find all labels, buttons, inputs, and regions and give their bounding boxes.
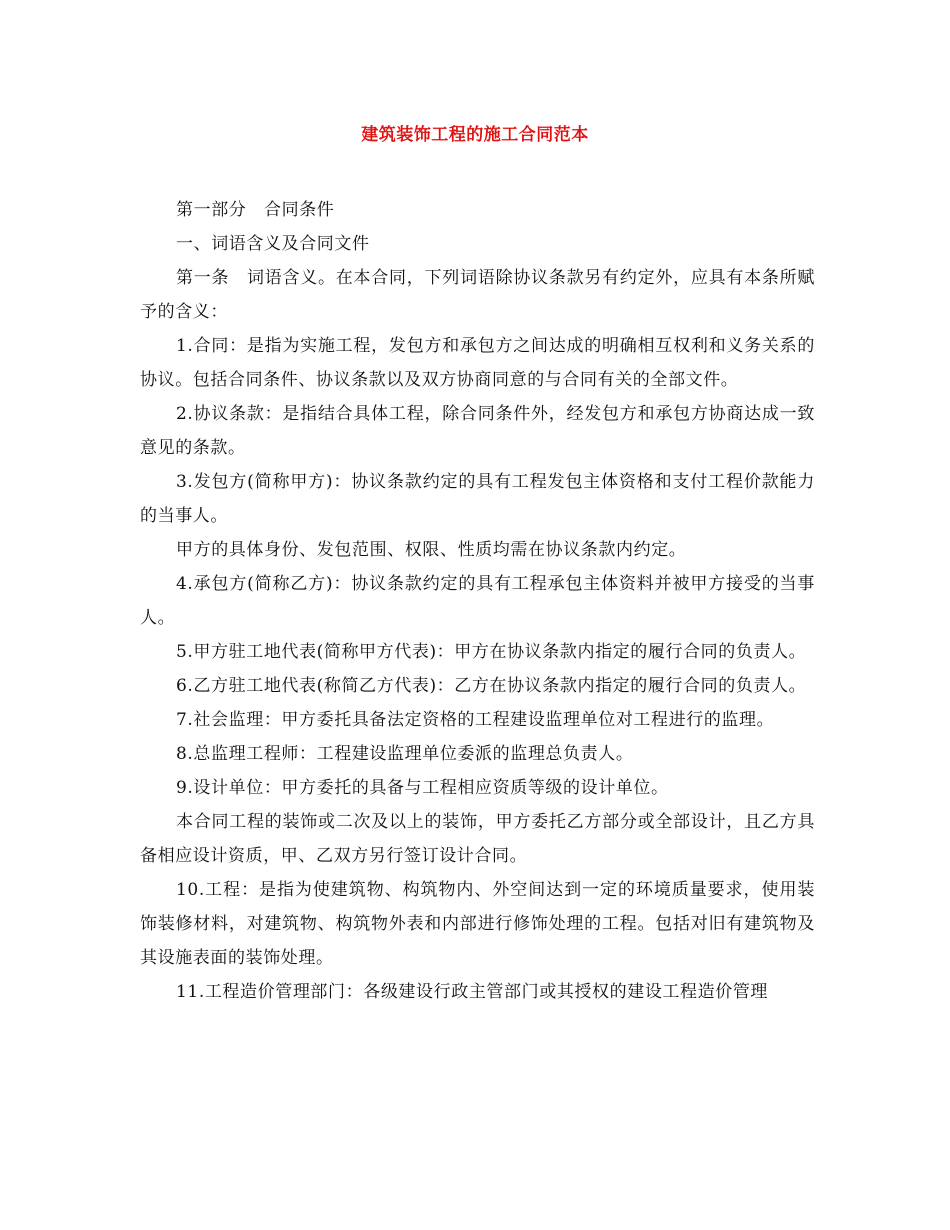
subsection-heading: 一、词语含义及合同文件 bbox=[176, 234, 370, 254]
article-paragraph: 第一条 词语含义。在本合同，下列词语除协议条款另有约定外，应具有本条所赋予的含义： bbox=[140, 268, 815, 322]
note-paragraph: 甲方的具体身份、发包范围、权限、性质均需在协议条款内约定。 bbox=[176, 540, 687, 560]
definition-paragraph: 3.发包方(简称甲方)：协议条款约定的具有工程发包主体资格和支付工程价款能力的当事人。 bbox=[140, 472, 815, 526]
document-title: 建筑装饰工程的施工合同范本 bbox=[361, 125, 589, 145]
definition-paragraph: 1.合同：是指为实施工程，发包方和承包方之间达成的明确相互权利和义务关系的协议。包括合同条件、协议条款以及双方协商同意的与合同有关的全部文件。 bbox=[140, 336, 815, 390]
section-heading: 第一部分 合同条件 bbox=[176, 200, 335, 220]
definition-paragraph: 5.甲方驻工地代表(简称甲方代表)：甲方在协议条款内指定的履行合同的负责人。 bbox=[176, 642, 807, 662]
definition-paragraph: 10.工程：是指为使建筑物、构筑物内、外空间达到一定的环境质量要求，使用装饰装修材料，对建筑物、构筑物外表和内部进行修饰处理的工程。包括对旧有建筑物及其设施表面的装饰处理。 bbox=[140, 880, 815, 968]
definition-paragraph: 8.总监理工程师：工程建设监理单位委派的监理总负责人。 bbox=[176, 744, 634, 764]
document-body bbox=[140, 193, 815, 1009]
definition-paragraph: 11.工程造价管理部门：各级建设行政主管部门或其授权的建设工程造价管理 bbox=[176, 982, 769, 1002]
definition-paragraph: 4.承包方(简称乙方)：协议条款约定的具有工程承包主体资料并被甲方接受的当事人。 bbox=[140, 574, 815, 628]
definition-paragraph: 9.设计单位：甲方委托的具备与工程相应资质等级的设计单位。 bbox=[176, 778, 669, 798]
definition-paragraph: 6.乙方驻工地代表(称简乙方代表)：乙方在协议条款内指定的履行合同的负责人。 bbox=[176, 676, 807, 696]
note-paragraph: 本合同工程的装饰或二次及以上的装饰，甲方委托乙方部分或全部设计，且乙方具备相应设计资质，甲、乙双方另行签订设计合同。 bbox=[140, 812, 815, 866]
definition-paragraph: 7.社会监理：甲方委托具备法定资格的工程建设监理单位对工程进行的监理。 bbox=[176, 710, 775, 730]
definition-paragraph: 2.协议条款：是指结合具体工程，除合同条件外，经发包方和承包方协商达成一致意见的条款。 bbox=[140, 404, 815, 458]
